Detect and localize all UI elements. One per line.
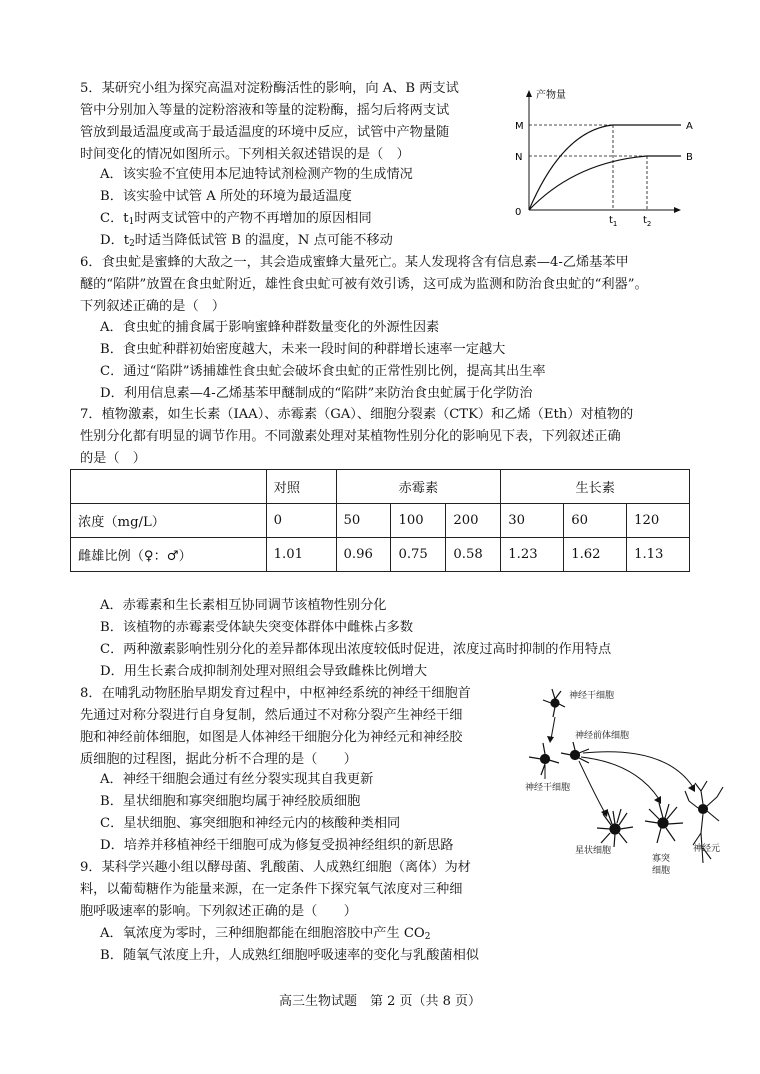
q6-option-a[interactable]: A．食虫虻的捕食属于影响蜜蜂种群数量变化的外源性因素 (100, 320, 440, 335)
table-cell: 30 (501, 504, 564, 538)
q9-stem-line: 胞呼吸速率的影响。下列叙述正确的是（ ） (80, 904, 357, 919)
q8-option-a[interactable]: A．神经干细胞会通过有丝分裂实现其自我更新 (100, 772, 374, 787)
q5-graph-y-arrow (526, 90, 532, 97)
oligodendrocyte-shape (645, 803, 683, 843)
q8-stem-line: 8．在哺乳动物胚胎早期发育过程中，中枢神经系统的神经干细胞首 (80, 686, 471, 701)
table-row (71, 504, 690, 538)
table-cell: 1.01 (266, 538, 336, 572)
q8-label-oligo-2: 细胞 (652, 866, 671, 876)
q5-graph-t1: $t_1$ (609, 215, 618, 228)
q5-product-time-graph (505, 82, 705, 232)
q7-option-d[interactable]: D．用生长素合成抑制剂处理对照组会导致雌株比例增大 (100, 664, 428, 679)
table-cell: 50 (336, 504, 391, 538)
q5-graph-mark-m: M (515, 121, 524, 132)
q8-stem-line: 胞和神经前体细胞，如图是人体神经干细胞分化为神经元和神经胶 (80, 730, 463, 745)
table-header-cell: 生长素 (501, 470, 690, 504)
table-cell: 0.58 (446, 538, 501, 572)
arrow-to-astrocyte (579, 761, 605, 813)
top-stem-cell-shape (543, 689, 565, 717)
arrow-head (547, 736, 554, 743)
q6-option-b[interactable]: B．食虫虻种群初始密度越大，未来一段时间的种群增长速率一定越大 (100, 342, 506, 357)
arrow-to-neuron (583, 752, 693, 787)
table-cell: 1.13 (627, 538, 690, 572)
q6-stem-line: 醚的“陷阱”放置在食虫虻附近，雄性食虫虻可被有效引诱，这可成为监测和防治食虫虻的“利器”。 (80, 277, 648, 292)
table-header-cell: 对照 (266, 470, 336, 504)
q7-stem-line: 的是（ ） (80, 451, 146, 466)
q9-stem-line: 料，以葡萄糖作为能量来源，在一定条件下探究氧气浓度对三种细 (80, 882, 463, 897)
table-cell: 1.23 (501, 538, 564, 572)
q8-label-oligo-1: 寡突 (652, 854, 671, 864)
q6-option-d[interactable]: D．利用信息素—4-乙烯基苯甲醚制成的“陷阱”来防治食虫虻属于化学防治 (100, 386, 533, 401)
q5-graph-x-arrow (674, 207, 681, 213)
q5-graph-mark-n: N (515, 152, 523, 163)
q8-stem-line: 先通过对称分裂进行自身复制，然后通过不对称分裂产生神经干细 (80, 708, 463, 723)
arrow-to-oligo (581, 757, 659, 799)
arrow-line (551, 717, 555, 739)
q9-stem-line: 9．某科学兴趣小组以酵母菌、乳酸菌、人成熟红细胞（离体）为材 (80, 860, 471, 875)
q6-stem-line: 6．食虫虻是蜜蜂的大敌之一，其会造成蜜蜂大量死亡。某人发现将含有信息素—4-乙烯基苯甲 (80, 255, 629, 270)
q8-neural-differentiation-figure (515, 683, 735, 888)
q8-label-precursor-cell: 神经前体细胞 (575, 731, 630, 741)
table-cell: 0 (266, 504, 336, 538)
table-cell: 120 (627, 504, 690, 538)
q5-option-b[interactable]: B．该实验中试管 A 所处的环境为最适温度 (100, 189, 352, 204)
q5-graph-t2: $t_2$ (643, 215, 652, 228)
q5-stem-line: 管中分别加入等量的淀粉溶液和等量的淀粉酶，摇匀后将两支试 (80, 103, 450, 118)
table-cell: 雌雄比例（♀：♂） (71, 538, 267, 572)
q7-option-c[interactable]: C．两种激素影响性别分化的差异都体现出浓度较低时促进，浓度过高时抑制的作用特点 (100, 642, 612, 657)
q5-graph-curve-a (529, 125, 681, 210)
q6-stem-line: 下列叙述正确的是（ ） (80, 299, 226, 314)
table-cell: 浓度（mg/L） (71, 504, 267, 538)
q5-stem-line: 时间变化的情况如图所示。下列相关叙述错误的是（ ） (80, 147, 410, 162)
astrocyte-shape (597, 809, 633, 847)
q5-graph-ylabel: 产物量 (536, 90, 566, 101)
table-header-cell: 赤霉素 (336, 470, 501, 504)
q7-option-b[interactable]: B．该植物的赤霉素受体缺失突变体群体中雌株占多数 (100, 620, 414, 635)
table-row (71, 538, 690, 572)
q6-option-c[interactable]: C．通过“陷阱”诱捕雄性食虫虻会破坏食虫虻的正常性别比例，提高其出生率 (100, 364, 546, 379)
q7-stem-line: 7．植物激素，如生长素（IAA）、赤霉素（GA）、细胞分裂素（CTK）和乙烯（Eth）对植物的 (80, 407, 634, 422)
table-header-row (71, 470, 690, 504)
q5-graph-origin: 0 (515, 207, 522, 218)
table-cell: 60 (564, 504, 627, 538)
q7-option-a[interactable]: A．赤霉素和生长素相互协同调节该植物性别分化 (100, 598, 387, 613)
q8-label-stem-cell: 神经干细胞 (525, 783, 571, 793)
table-cell: 0.75 (391, 538, 446, 572)
table-header-cell (71, 470, 267, 504)
q5-stem-line: 管放到最适温度或高于最适温度的环境中反应，试管中产物量随 (80, 125, 450, 140)
q5-option-a[interactable]: A．该实验不宜使用本尼迪特试剂检测产物的生成情况 (100, 167, 413, 182)
dividing-cells-shape (529, 742, 589, 775)
q9-option-a[interactable]: A．氧浓度为零时，三种细胞都能在细胞溶胶中产生 $CO_2$ (100, 926, 431, 942)
q8-label-stem-cell-top: 神经干细胞 (569, 691, 615, 701)
q5-graph-curve-b-label: B (686, 152, 693, 163)
table-cell: 200 (446, 504, 501, 538)
q8-label-neuron: 神经元 (693, 844, 721, 854)
q9-option-b[interactable]: B．随氧气浓度上升，人成熟红细胞呼吸速率的变化与乳酸菌相似 (100, 948, 479, 963)
q5-stem-line: 5．某研究小组为探究高温对淀粉酶活性的影响，向 A、B 两支试 (80, 81, 459, 96)
q8-label-astrocyte: 星状细胞 (575, 846, 612, 856)
q7-stem-line: 性别分化都有明显的调节作用。不同激素处理对某植物性别分化的影响见下表，下列叙述正确 (80, 429, 621, 444)
table-cell: 100 (391, 504, 446, 538)
q5-graph-curve-b (529, 156, 681, 210)
page-footer: 高三生物试题 第 2 页（共 8 页） (278, 994, 482, 1009)
q8-stem-line: 质细胞的过程图，据此分析不合理的是（ ） (80, 752, 357, 767)
q5-graph-curve-a-label: A (686, 121, 693, 132)
table-cell: 1.62 (564, 538, 627, 572)
table-cell: 0.96 (336, 538, 391, 572)
q5-option-c[interactable]: C．$t_1$时两支试管中的产物不再增加的原因相同 (100, 211, 372, 227)
q7-hormone-table (70, 469, 690, 572)
q8-option-d[interactable]: D．培养并移植神经干细胞可成为修复受损神经组织的新思路 (100, 838, 454, 853)
q8-option-c[interactable]: C．星状细胞、寡突细胞和神经元内的核酸种类相同 (100, 816, 401, 831)
q5-option-d[interactable]: D．$t_2$时适当降低试管 B 的温度，N 点可能不移动 (100, 233, 393, 249)
q8-option-b[interactable]: B．星状细胞和寡突细胞均属于神经胶质细胞 (100, 794, 361, 809)
